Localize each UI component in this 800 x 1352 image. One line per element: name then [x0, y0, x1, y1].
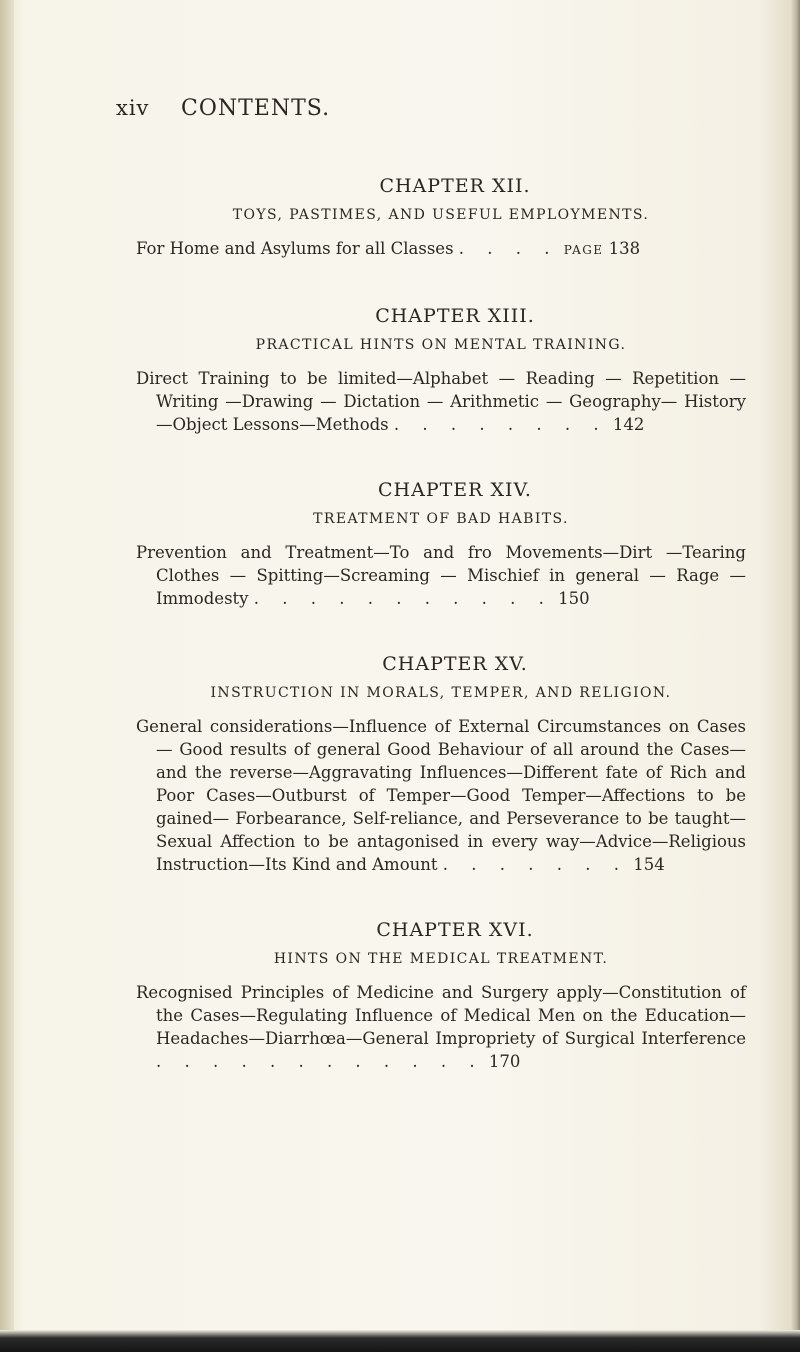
chapter-subtitle: TREATMENT OF BAD HABITS.: [313, 511, 569, 527]
page-label: PAGE: [563, 243, 604, 257]
dot-leader: . . . . . . . . . . . .: [156, 1052, 484, 1071]
dot-leader: . . . .: [458, 239, 559, 258]
entry-text: Direct Training to be limited—Alphabet — Reading — Repetition — Writing —Drawing — Dictation — Arithmetic — Geography— History —Object Lessons—Methods: [136, 369, 746, 434]
entry-text: Recognised Principles of Medicine and Surgery apply—Constitution of the Cases—Regulating Influence of Medical Men on the Education— Headaches—Diarrhœa—General Impropriety of Surgical Interference: [136, 983, 746, 1048]
chapter-heading: CHAPTER XVI.: [376, 919, 534, 941]
chapter-entry: [136, 541, 746, 610]
chapter-15: [136, 653, 746, 876]
chapter-12: [136, 175, 746, 262]
chapter-subtitle: TOYS, PASTIMES, AND USEFUL EMPLOYMENTS.: [232, 207, 650, 223]
page-left-edge: [0, 0, 14, 1352]
entry-text: General considerations—Influence of External Circumstances on Cases— Good results of general Good Behaviour of all around the Cases—and the reverse—Aggravating Influences—Different fate of Rich and Poor Cases—Outburst of Temper—Good Temper—Affections to be gained— Forbearance, Self-reliance, and Perseverance to be taught—Sexual Affection to be antagonised in every way—Advice—Religious Instruction—Its Kind and Amount: [136, 717, 746, 874]
page-number-ref: 142: [612, 415, 645, 434]
chapter-heading: CHAPTER XII.: [379, 175, 531, 197]
page-right-edge: [790, 0, 800, 1352]
chapter-14: [136, 479, 746, 610]
page-number-ref: 138: [608, 239, 641, 258]
chapter-heading: CHAPTER XIV.: [378, 479, 532, 501]
entry-text: Prevention and Treatment—To and fro Movements—Dirt —Tearing Clothes — Spitting—Screaming — Mischief in general — Rage — Immodesty: [136, 543, 746, 608]
chapter-entry: [136, 715, 746, 876]
chapter-subtitle: PRACTICAL HINTS ON MENTAL TRAINING.: [255, 337, 627, 353]
page-number-ref: 170: [488, 1052, 521, 1071]
page-header: [116, 96, 740, 128]
chapter-heading: CHAPTER XIII.: [375, 305, 535, 327]
contents-list: [136, 175, 746, 1116]
chapter-entry: [136, 237, 746, 262]
page-number-ref: 150: [558, 589, 590, 608]
page-number: xiv: [116, 96, 150, 120]
chapter-entry: [136, 367, 746, 436]
entry-text: For Home and Asylums for all Classes: [136, 239, 454, 258]
chapter-entry: [136, 981, 746, 1073]
chapter-16: [136, 919, 746, 1073]
scan-bottom-edge: [0, 1330, 800, 1352]
chapter-13: [136, 305, 746, 436]
dot-leader: . . . . . . . . . . .: [253, 589, 553, 608]
chapter-subtitle: INSTRUCTION IN MORALS, TEMPER, AND RELIGION.: [210, 685, 672, 701]
page-number-ref: 154: [633, 855, 665, 874]
chapter-subtitle: HINTS ON THE MEDICAL TREATMENT.: [273, 951, 609, 967]
chapter-heading: CHAPTER XV.: [382, 653, 528, 675]
page-reference: [564, 239, 640, 258]
dot-leader: . . . . . . . .: [393, 415, 608, 434]
dot-leader: . . . . . . .: [442, 855, 628, 874]
running-title: CONTENTS.: [181, 96, 331, 121]
